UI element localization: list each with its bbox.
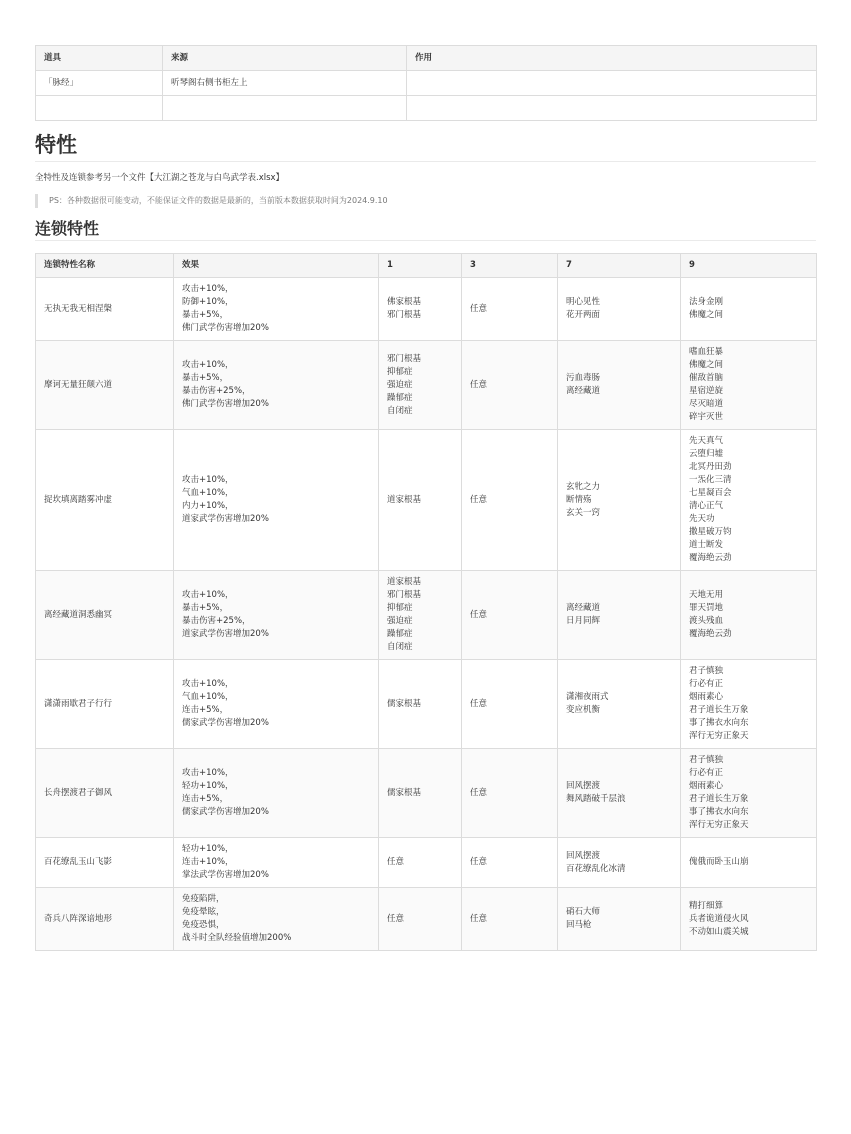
chain-cell-1: 佛家根基 邪门根基: [379, 278, 462, 341]
chain-traits-table: [35, 253, 817, 951]
chain-cell-3: 任意: [462, 888, 558, 951]
chain-cell-3: 任意: [462, 341, 558, 430]
chain-cell-7: 硝石大师 回马枪: [558, 888, 681, 951]
traits-reference-paragraph: 全特性及连锁参考另一个文件【大江湖之苍龙与白鸟武学表.xlsx】: [35, 173, 285, 183]
chain-effect-cell: 攻击+10%， 暴击+5%， 暴击伤害+25%， 佛门武学伤害增加20%: [174, 341, 379, 430]
table-row: [36, 660, 817, 749]
chain-cell-7: 污血毒肠 离经藏道: [558, 341, 681, 430]
chain-cell-9: 天地无用 罪天罚地 渡头残血 覆海绝云劲: [681, 571, 817, 660]
items-header-cell: 道具: [36, 46, 163, 71]
chain-cell-1: 任意: [379, 838, 462, 888]
table-cell: [163, 96, 407, 121]
chain-cell-7: 回风摆渡 舞风踏破千层浪: [558, 749, 681, 838]
chain-traits-heading: 连锁特性: [35, 218, 816, 241]
chain-name-cell: 捉坎填离踏雾冲虚: [36, 430, 174, 571]
chain-cell-9: 君子慎独 行必有正 烟雨素心 君子道长生万象 事了拂衣水向东 浑行无穷正象天: [681, 749, 817, 838]
chain-cell-1: 儒家根基: [379, 660, 462, 749]
table-cell: [407, 96, 817, 121]
traits-note-quote: PS：各种数据很可能变动，不能保证文件的数据是最新的，当前版本数据获取时间为2024.9.10: [35, 194, 388, 208]
items-header-cell: 来源: [163, 46, 407, 71]
chain-effect-cell: 轻功+10%， 连击+10%， 掌法武学伤害增加20%: [174, 838, 379, 888]
items-header-cell: 作用: [407, 46, 817, 71]
traits-heading: 特性: [35, 131, 816, 162]
chain-name-cell: 奇兵八阵深谙地形: [36, 888, 174, 951]
table-row: [36, 96, 817, 121]
chain-effect-cell: 免疫陷阱， 免疫晕眩， 免疫恐惧， 战斗时全队经验值增加200%: [174, 888, 379, 951]
chain-cell-3: 任意: [462, 660, 558, 749]
chain-cell-3: 任意: [462, 749, 558, 838]
table-row: [36, 838, 817, 888]
chain-name-cell: 摩诃无量狂颠六道: [36, 341, 174, 430]
chain-cell-1: 邪门根基 抑郁症 强迫症 躁郁症 自闭症: [379, 341, 462, 430]
table-row: [36, 571, 817, 660]
chain-header-3: 3: [462, 254, 558, 278]
chain-header-9: 9: [681, 254, 817, 278]
table-row: [36, 888, 817, 951]
table-row: [36, 749, 817, 838]
chain-name-cell: 百花缭乱玉山飞影: [36, 838, 174, 888]
chain-cell-9: 傀俄而卧玉山崩: [681, 838, 817, 888]
items-table-header: [36, 46, 817, 71]
items-table: [35, 45, 817, 121]
chain-cell-9: 嗜血狂暴 佛魔之间 催敌首脑 星宿逆旋 尽灭暗道 碎宇灭世: [681, 341, 817, 430]
chain-cell-7: 潇湘夜雨式 变应机衡: [558, 660, 681, 749]
chain-header-name: 连锁特性名称: [36, 254, 174, 278]
chain-cell-1: 道家根基 邪门根基 抑郁症 强迫症 躁郁症 自闭症: [379, 571, 462, 660]
chain-cell-1: 任意: [379, 888, 462, 951]
chain-cell-9: 先天真气 云堕归墟 北冥丹田劲 一炁化三清 七星凝百会 清心正气 先天功 撒星破万钧 道士断发 覆海绝云劲: [681, 430, 817, 571]
table-row: [36, 341, 817, 430]
chain-cell-1: 儒家根基: [379, 749, 462, 838]
chain-cell-9: 精打细算 兵者诡道侵火风 不动如山震关城: [681, 888, 817, 951]
chain-cell-3: 任意: [462, 838, 558, 888]
chain-table-header: [36, 254, 817, 278]
chain-name-cell: 离经藏道洞悉幽冥: [36, 571, 174, 660]
chain-cell-3: 任意: [462, 278, 558, 341]
chain-cell-7: 明心见性 花开两面: [558, 278, 681, 341]
chain-name-cell: 长舟摆渡君子御风: [36, 749, 174, 838]
chain-effect-cell: 攻击+10%， 暴击+5%， 暴击伤害+25%， 道家武学伤害增加20%: [174, 571, 379, 660]
table-row: [36, 278, 817, 341]
chain-cell-9: 法身金刚 佛魔之间: [681, 278, 817, 341]
chain-effect-cell: 攻击+10%， 气血+10%， 连击+5%， 儒家武学伤害增加20%: [174, 660, 379, 749]
chain-name-cell: 无执无我无相涅槃: [36, 278, 174, 341]
table-cell: 听琴阁右侧书柜左上: [163, 71, 407, 96]
chain-header-7: 7: [558, 254, 681, 278]
table-cell: 「脉经」: [36, 71, 163, 96]
chain-name-cell: 潇潇雨歇君子行行: [36, 660, 174, 749]
chain-header-1: 1: [379, 254, 462, 278]
table-row: [36, 430, 817, 571]
chain-cell-1: 道家根基: [379, 430, 462, 571]
chain-header-effect: 效果: [174, 254, 379, 278]
chain-cell-3: 任意: [462, 430, 558, 571]
chain-effect-cell: 攻击+10%， 气血+10%， 内力+10%， 道家武学伤害增加20%: [174, 430, 379, 571]
chain-cell-9: 君子慎独 行必有正 烟雨素心 君子道长生万象 事了拂衣水向东 浑行无穷正象天: [681, 660, 817, 749]
table-cell: [36, 96, 163, 121]
table-cell: [407, 71, 817, 96]
chain-effect-cell: 攻击+10%， 轻功+10%， 连击+5%， 儒家武学伤害增加20%: [174, 749, 379, 838]
chain-cell-3: 任意: [462, 571, 558, 660]
chain-effect-cell: 攻击+10%， 防御+10%， 暴击+5%， 佛门武学伤害增加20%: [174, 278, 379, 341]
chain-cell-7: 离经藏道 日月同辉: [558, 571, 681, 660]
chain-cell-7: 玄牝之力 断情殇 玄关一窍: [558, 430, 681, 571]
chain-cell-7: 回风摆渡 百花缭乱化冰清: [558, 838, 681, 888]
table-row: [36, 71, 817, 96]
